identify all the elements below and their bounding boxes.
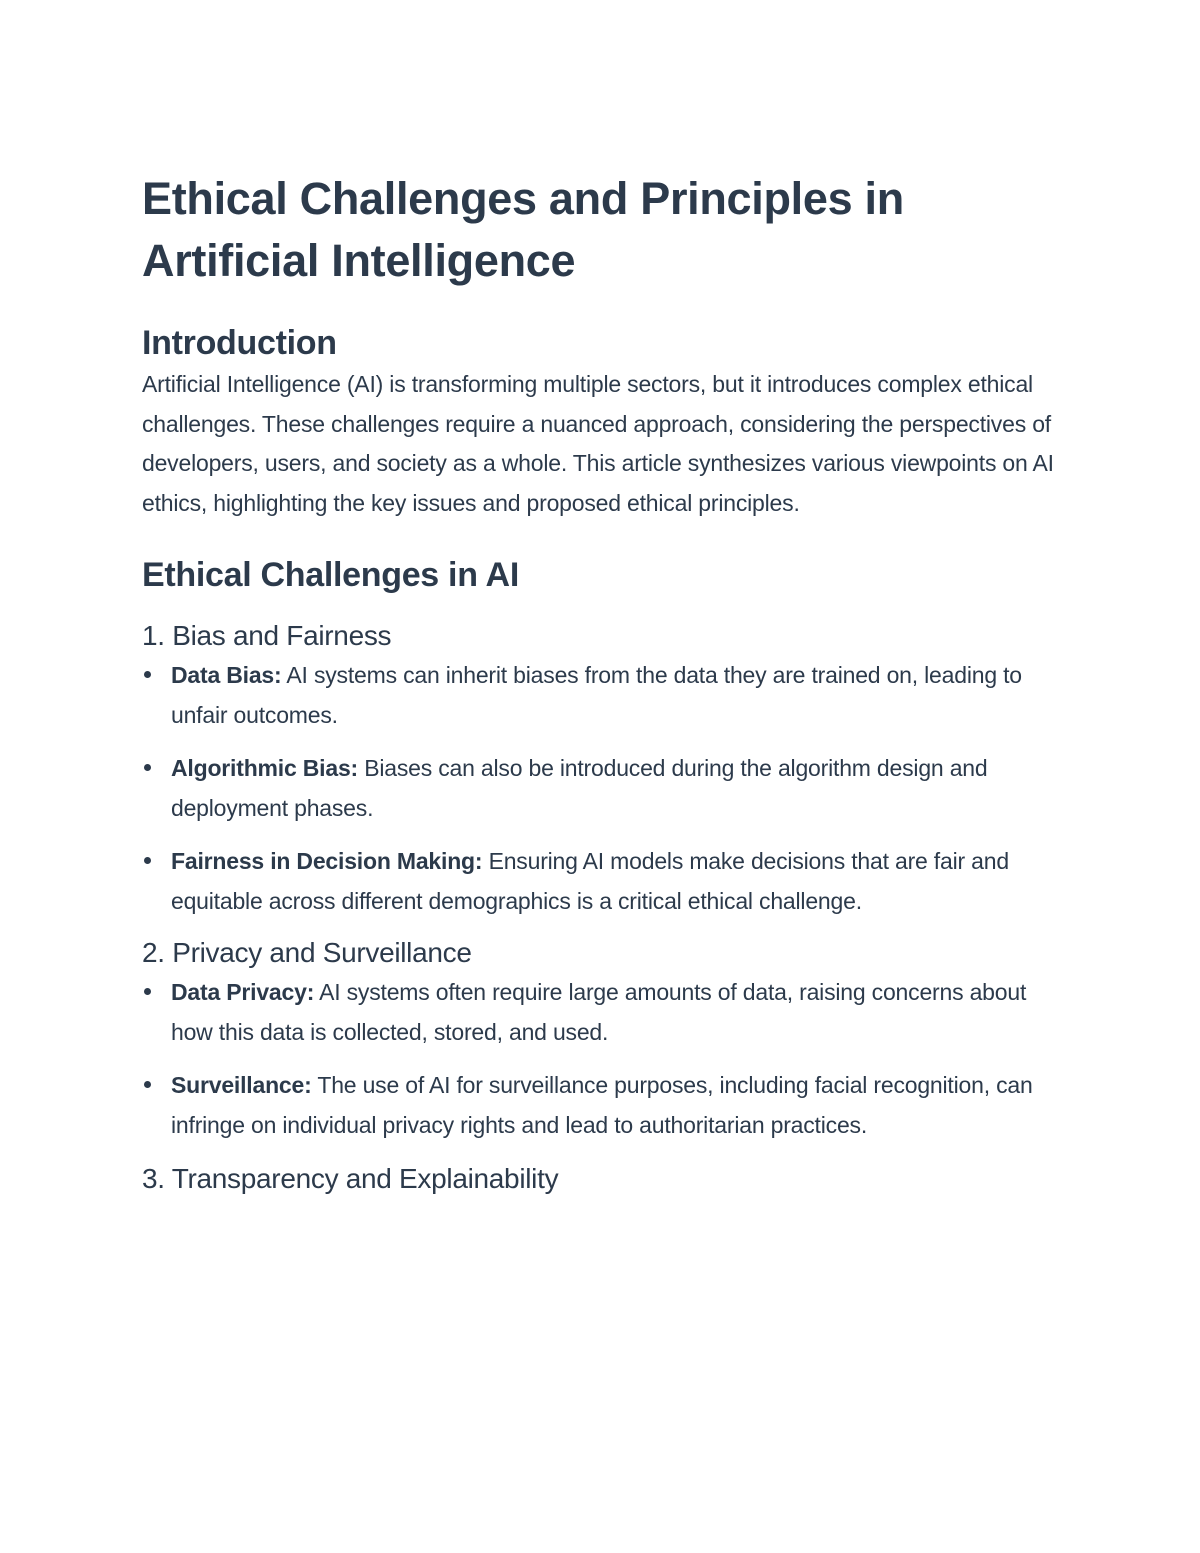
list-item-term: Data Bias: <box>171 662 282 688</box>
list-item-text: The use of AI for surveillance purposes, including facial recognition, can infringe on individual privacy rights and lead to authoritarian practices. <box>171 1072 1033 1138</box>
section-heading-bias-fairness: 1. Bias and Fairness <box>142 620 392 651</box>
bullet-icon <box>144 764 151 771</box>
list-item-text: AI systems can inherit biases from the data they are trained on, leading to unfair outcomes. <box>171 662 1022 728</box>
list-item-text: Ensuring AI models make decisions that are fair and equitable across different demographics is a critical ethical challenge. <box>171 848 1009 914</box>
bullet-icon <box>144 1081 151 1088</box>
list-item-term: Algorithmic Bias: <box>171 755 359 781</box>
introduction-heading: Introduction <box>142 324 337 362</box>
list-item-term: Fairness in Decision Making: <box>171 848 483 874</box>
list-item <box>142 841 1062 921</box>
list-item-text: Biases can also be introduced during the algorithm design and deployment phases. <box>171 755 988 821</box>
document-page <box>142 168 1062 1198</box>
list-item <box>142 972 1062 1052</box>
section-heading-privacy-surveillance: 2. Privacy and Surveillance <box>142 937 472 968</box>
ethical-challenges-heading: Ethical Challenges in AI <box>142 556 519 594</box>
list-item-term: Data Privacy: <box>171 979 315 1005</box>
list-item-text: AI systems often require large amounts of data, raising concerns about how this data is collected, stored, and used. <box>171 979 1027 1045</box>
list-item <box>142 1065 1062 1145</box>
section-heading-transparency-explainability: 3. Transparency and Explainability <box>142 1163 559 1194</box>
bias-fairness-list <box>142 655 1062 921</box>
bullet-icon <box>144 671 151 678</box>
introduction-paragraph: Artificial Intelligence (AI) is transforming multiple sectors, but it introduces complex ethical challenges. These challenges require a nuanced approach, considering the perspectives of developers, users, and society as a whole. This article synthesizes various viewpoints on AI ethics, highlighting the key issues and proposed ethical principles. <box>142 371 1054 516</box>
list-item-term: Surveillance: <box>171 1072 312 1098</box>
bullet-icon <box>144 857 151 864</box>
document-title: Ethical Challenges and Principles in Artificial Intelligence <box>142 173 904 286</box>
list-item <box>142 748 1062 828</box>
bullet-icon <box>144 988 151 995</box>
privacy-surveillance-list <box>142 972 1062 1145</box>
list-item <box>142 655 1062 735</box>
